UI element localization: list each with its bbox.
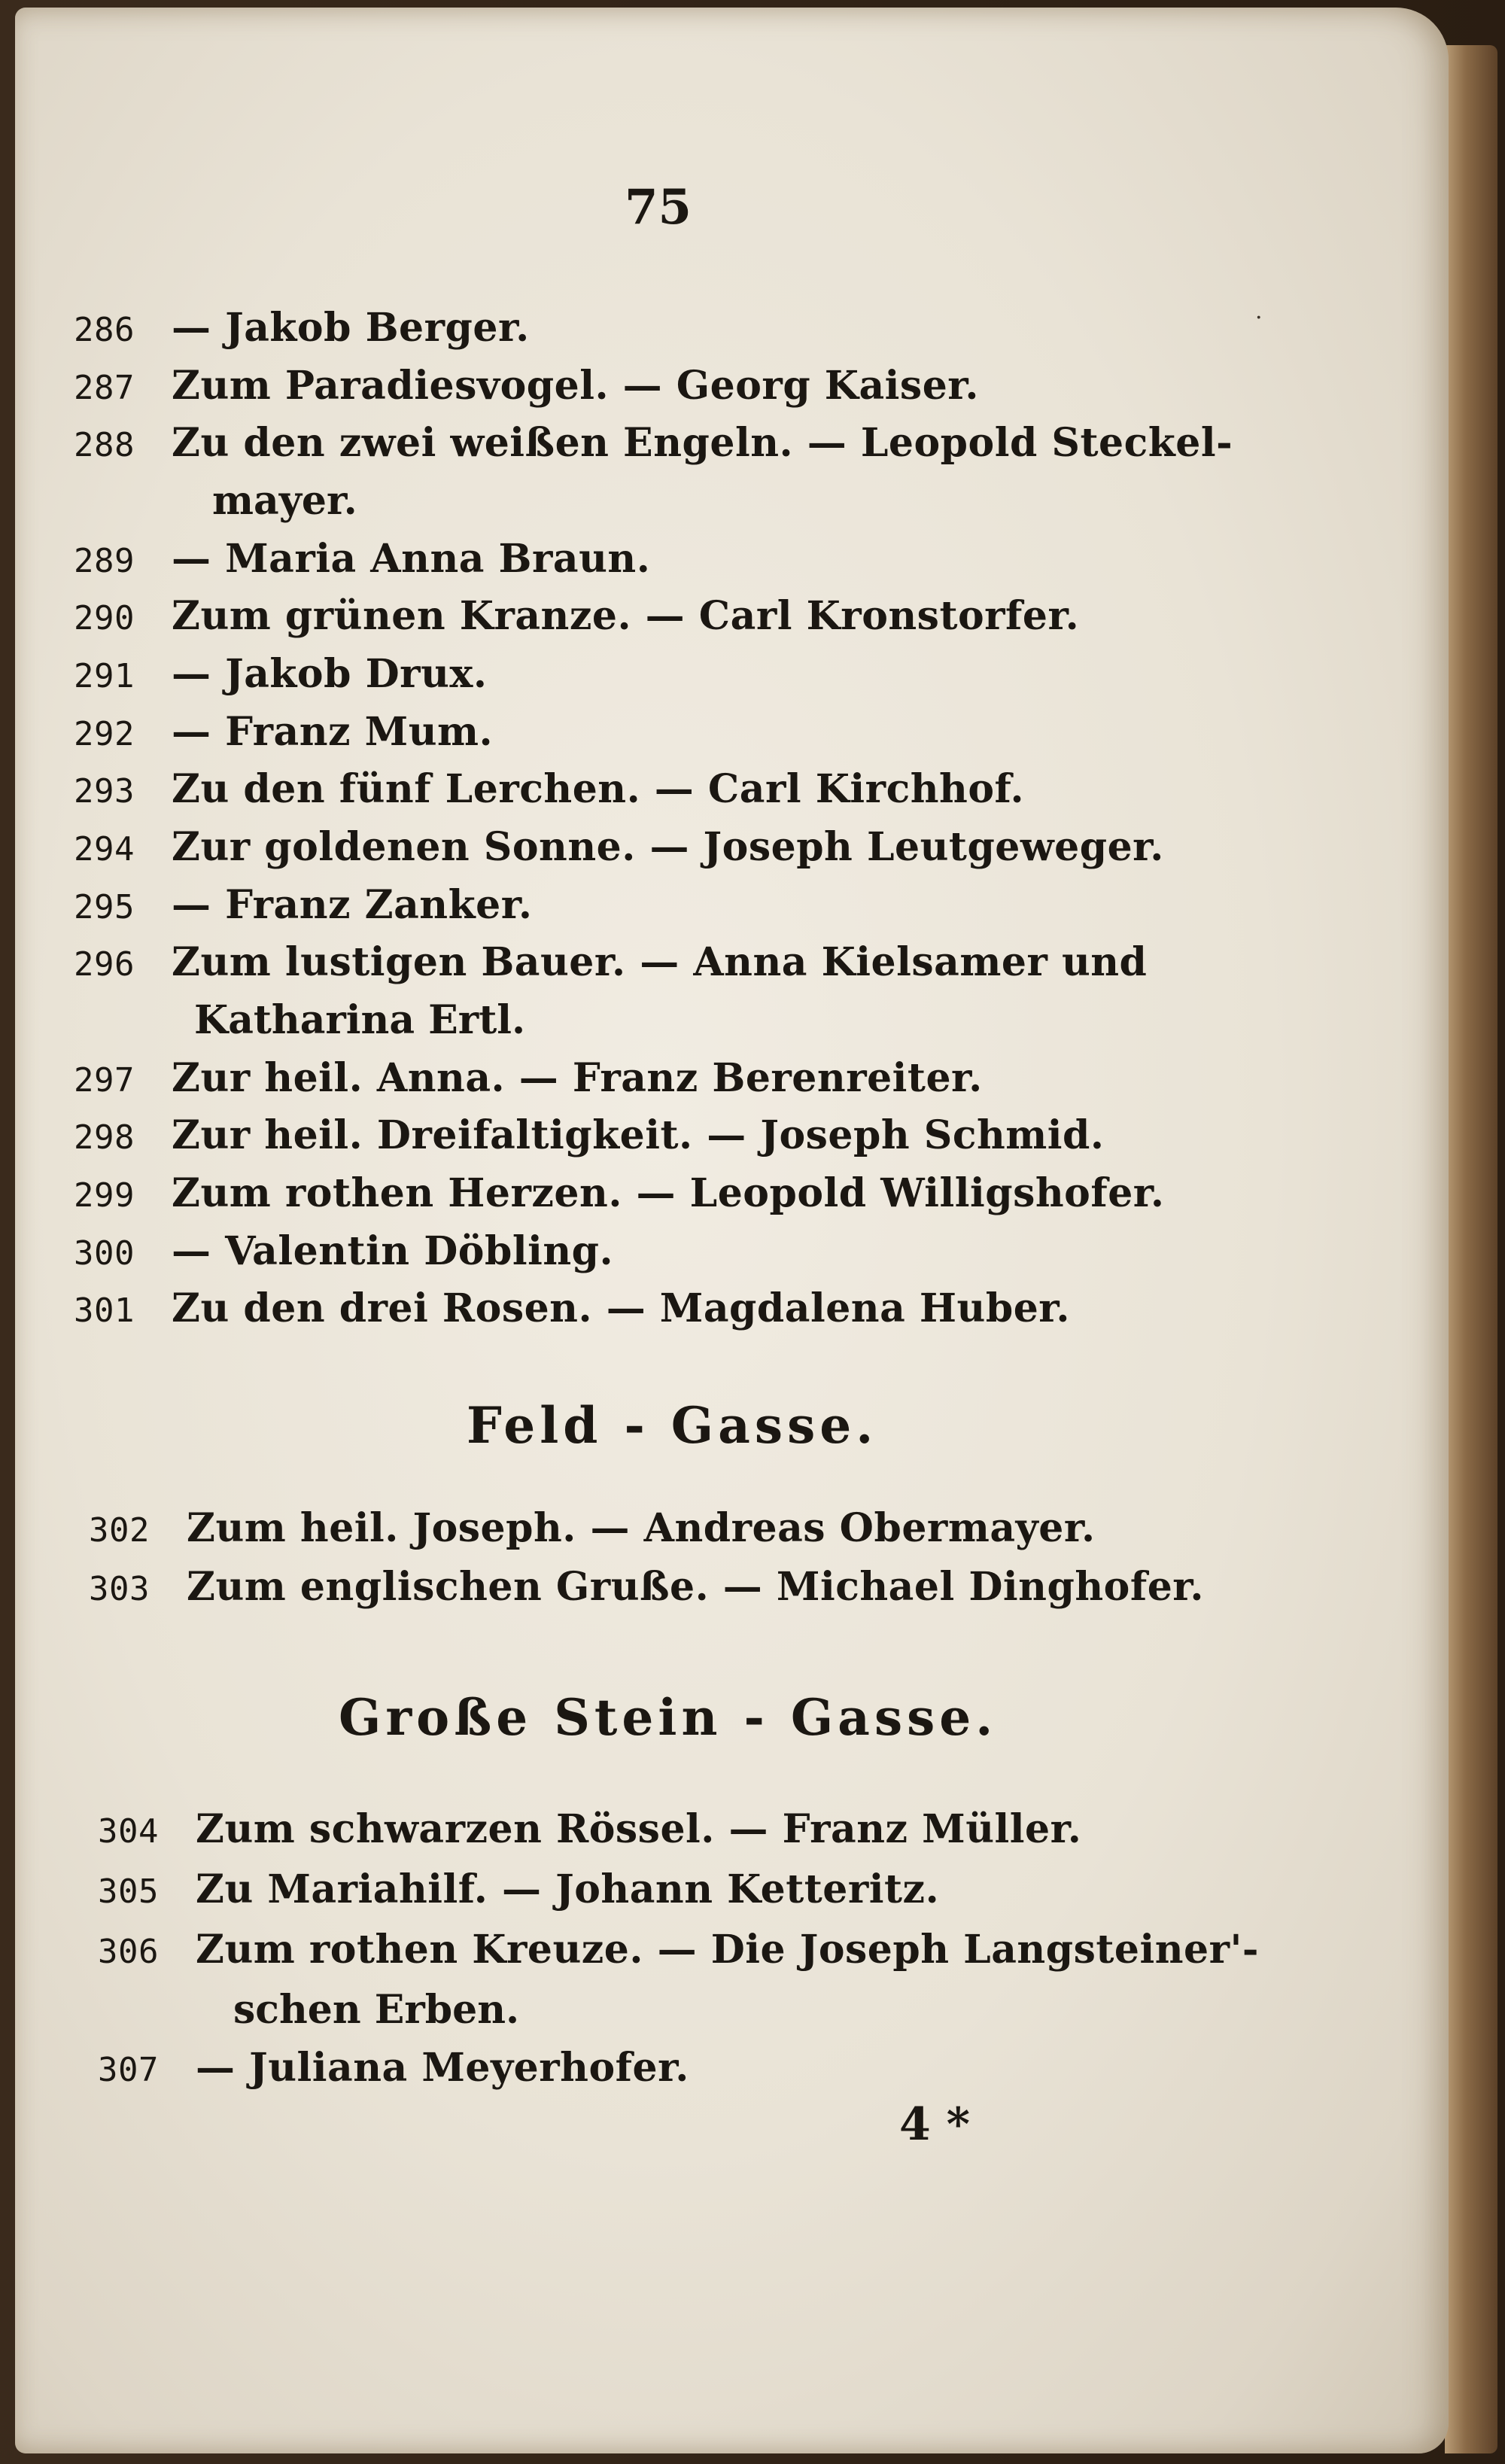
entry-number: 287 xyxy=(74,369,135,407)
entry-text: — Maria Anna Braun. xyxy=(172,536,651,582)
page-number: 75 xyxy=(625,179,692,236)
entry-number: 288 xyxy=(74,426,135,464)
entry-288-continuation: mayer. xyxy=(212,478,357,524)
entry-299 xyxy=(74,1170,1165,1216)
entry-302 xyxy=(89,1505,1096,1551)
entry-294 xyxy=(74,824,1164,870)
page-edge xyxy=(1445,45,1497,2453)
entry-text: Zum Paradiesvogel. — Georg Kaiser. xyxy=(172,363,980,409)
entry-number: 294 xyxy=(74,830,135,868)
entry-number: 296 xyxy=(74,945,135,984)
entry-text: Zum heil. Joseph. — Andreas Obermayer. xyxy=(187,1505,1096,1551)
entry-290 xyxy=(74,593,1080,639)
entry-number: 303 xyxy=(89,1570,150,1608)
entry-306-continuation: schen Erben. xyxy=(233,1987,520,2033)
entry-289 xyxy=(74,536,651,582)
entry-text: — Jakob Drux. xyxy=(172,651,488,697)
entry-305 xyxy=(98,1866,940,1912)
entry-number: 286 xyxy=(74,311,135,349)
entry-number: 291 xyxy=(74,657,135,695)
page-sheet xyxy=(15,8,1449,2453)
entry-text: — Franz Zanker. xyxy=(172,882,533,928)
entry-number: 289 xyxy=(74,542,135,580)
entry-296 xyxy=(74,939,1148,985)
entry-text: Zur heil. Dreifaltigkeit. — Joseph Schmid. xyxy=(172,1112,1105,1158)
entry-number: 299 xyxy=(74,1176,135,1215)
entry-text: Zur goldenen Sonne. — Joseph Leutgeweger. xyxy=(172,824,1164,870)
entry-301 xyxy=(74,1285,1071,1331)
entry-number: 295 xyxy=(74,888,135,926)
entry-text: — Valentin Döbling. xyxy=(172,1228,614,1274)
entry-text: — Jakob Berger. xyxy=(172,305,530,351)
entry-number: 297 xyxy=(74,1061,135,1100)
entry-number: 306 xyxy=(98,1933,159,1971)
entry-300 xyxy=(74,1228,614,1274)
entry-307 xyxy=(98,2045,689,2091)
entry-text: Zu den fünf Lerchen. — Carl Kirchhof. xyxy=(172,766,1025,812)
entry-text: Zum englischen Gruße. — Michael Dinghofer. xyxy=(187,1564,1205,1610)
entry-297 xyxy=(74,1055,983,1101)
entry-text: — Juliana Meyerhofer. xyxy=(196,2045,689,2091)
entry-text: — Franz Mum. xyxy=(172,709,494,755)
entry-number: 290 xyxy=(74,599,135,637)
entry-288 xyxy=(74,420,1233,466)
entry-number: 305 xyxy=(98,1872,159,1911)
entry-286 xyxy=(74,305,530,351)
entry-number: 302 xyxy=(89,1511,150,1550)
entry-text: Zum grünen Kranze. — Carl Kronstorfer. xyxy=(172,593,1080,639)
entry-293 xyxy=(74,766,1025,812)
stray-mark: · xyxy=(1255,305,1263,331)
entry-295 xyxy=(74,882,533,928)
entry-287 xyxy=(74,363,980,409)
entry-292 xyxy=(74,709,494,755)
entry-296-continuation: Katharina Ertl. xyxy=(194,997,526,1043)
entry-303 xyxy=(89,1564,1205,1610)
entry-306 xyxy=(98,1927,1259,1973)
entry-text: Zu den drei Rosen. — Magdalena Huber. xyxy=(172,1285,1071,1331)
entry-291 xyxy=(74,651,488,697)
entry-298 xyxy=(74,1112,1105,1158)
signature-mark: 4 * xyxy=(899,2098,971,2151)
entry-number: 298 xyxy=(74,1118,135,1157)
entry-number: 307 xyxy=(98,2051,159,2089)
entry-number: 300 xyxy=(74,1234,135,1273)
entry-text: Zu den zwei weißen Engeln. — Leopold Steckel- xyxy=(172,420,1233,466)
entry-text: Zum schwarzen Rössel. — Franz Müller. xyxy=(196,1806,1082,1852)
entry-text: Zu Mariahilf. — Johann Ketteritz. xyxy=(196,1866,940,1912)
section-heading-feld-gasse: Feld - Gasse. xyxy=(467,1396,878,1455)
entry-304 xyxy=(98,1806,1082,1852)
entry-text: Zur heil. Anna. — Franz Berenreiter. xyxy=(172,1055,983,1101)
entry-text: Zum rothen Kreuze. — Die Joseph Langsteiner'- xyxy=(196,1927,1259,1973)
entry-number: 304 xyxy=(98,1812,159,1851)
entry-number: 292 xyxy=(74,715,135,753)
section-heading-grosse-stein-gasse: Große Stein - Gasse. xyxy=(339,1688,998,1747)
entry-text: Zum lustigen Bauer. — Anna Kielsamer und xyxy=(172,939,1148,985)
entry-number: 293 xyxy=(74,772,135,811)
entry-number: 301 xyxy=(74,1291,135,1330)
entry-text: Zum rothen Herzen. — Leopold Willigshofer. xyxy=(172,1170,1165,1216)
